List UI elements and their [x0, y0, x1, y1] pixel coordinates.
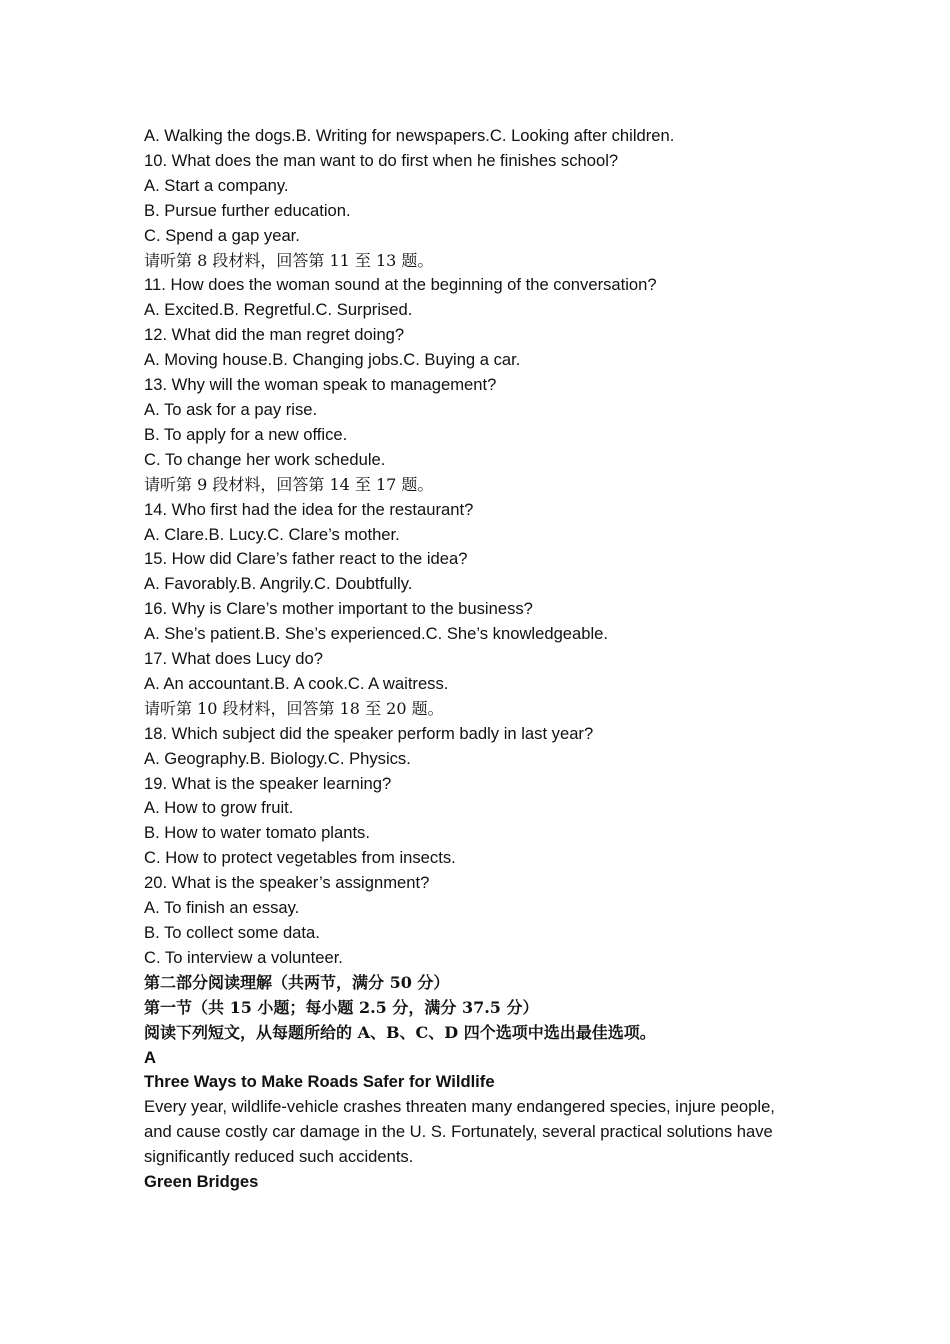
question-10: 10. What does the man want to do first when he finishes school?: [144, 150, 619, 170]
q10-option-b: B. Pursue further education.: [144, 200, 351, 220]
q14-options: A. Clare.B. Lucy.C. Clare’s mother.: [144, 524, 400, 544]
question-17: 17. What does Lucy do?: [144, 649, 323, 669]
subheading-green-bridges: Green Bridges: [144, 1172, 259, 1192]
question-11: 11. How does the woman sound at the beginning of the conversation?: [144, 275, 657, 295]
passage-intro-paragraph: Every year, wildlife-vehicle crashes threaten many endangered species, injure people, and cause costly car damage in the U. S. Fortunately, several practical solutions have significantly reduced such accidents.: [144, 1097, 775, 1167]
question-16: 16. Why is Clare’s mother important to the business?: [144, 599, 533, 619]
question-13: 13. Why will the woman speak to management?: [144, 375, 497, 395]
q15-options: A. Favorably.B. Angrily.C. Doubtfully.: [144, 574, 413, 594]
passage-title: Three Ways to Make Roads Safer for Wildlife: [144, 1072, 495, 1092]
question-12: 12. What did the man regret doing?: [144, 325, 405, 345]
section-instruction-9: 请听第 9 段材料，回答第 14 至 17 题。: [144, 474, 434, 494]
section-instruction-8: 请听第 8 段材料，回答第 11 至 13 题。: [144, 250, 434, 270]
passage-label: A: [144, 1047, 156, 1067]
q9-options: A. Walking the dogs.B. Writing for newspapers.C. Looking after children.: [144, 126, 675, 145]
section-instruction-10: 请听第 10 段材料，回答第 18 至 20 题。: [144, 698, 444, 718]
document-page: [144, 124, 784, 1195]
question-14: 14. Who first had the idea for the restaurant?: [144, 499, 474, 519]
reading-instruction: 阅读下列短文，从每题所给的 A、B、C、D 四个选项中选出最佳选项。: [144, 1022, 656, 1042]
q10-option-c: C. Spend a gap year.: [144, 225, 300, 245]
q17-options: A. An accountant.B. A cook.C. A waitress.: [144, 673, 449, 693]
q19-option-b: B. How to water tomato plants.: [144, 823, 370, 843]
section-one-heading: 第一节（共 15 小题；每小题 2.5 分，满分 37.5 分）: [144, 997, 539, 1017]
q20-option-c: C. To interview a volunteer.: [144, 947, 343, 967]
question-19: 19. What is the speaker learning?: [144, 773, 392, 793]
q20-option-a: A. To finish an essay.: [144, 898, 300, 918]
q11-options: A. Excited.B. Regretful.C. Surprised.: [144, 300, 413, 320]
q13-option-a: A. To ask for a pay rise.: [144, 399, 318, 419]
q19-option-a: A. How to grow fruit.: [144, 798, 294, 818]
q13-option-b: B. To apply for a new office.: [144, 424, 348, 444]
q10-option-a: A. Start a company.: [144, 175, 289, 195]
question-18: 18. Which subject did the speaker perform badly in last year?: [144, 723, 594, 743]
q18-options: A. Geography.B. Biology.C. Physics.: [144, 748, 411, 768]
q13-option-c: C. To change her work schedule.: [144, 449, 386, 469]
q16-options: A. She’s patient.B. She’s experienced.C. She’s knowledgeable.: [144, 624, 609, 644]
q19-option-c: C. How to protect vegetables from insects.: [144, 848, 456, 868]
question-15: 15. How did Clare’s father react to the idea?: [144, 549, 468, 569]
q12-options: A. Moving house.B. Changing jobs.C. Buying a car.: [144, 350, 521, 370]
part-two-heading: 第二部分阅读理解（共两节，满分 50 分）: [144, 972, 450, 992]
question-20: 20. What is the speaker’s assignment?: [144, 873, 430, 893]
q20-option-b: B. To collect some data.: [144, 923, 320, 942]
